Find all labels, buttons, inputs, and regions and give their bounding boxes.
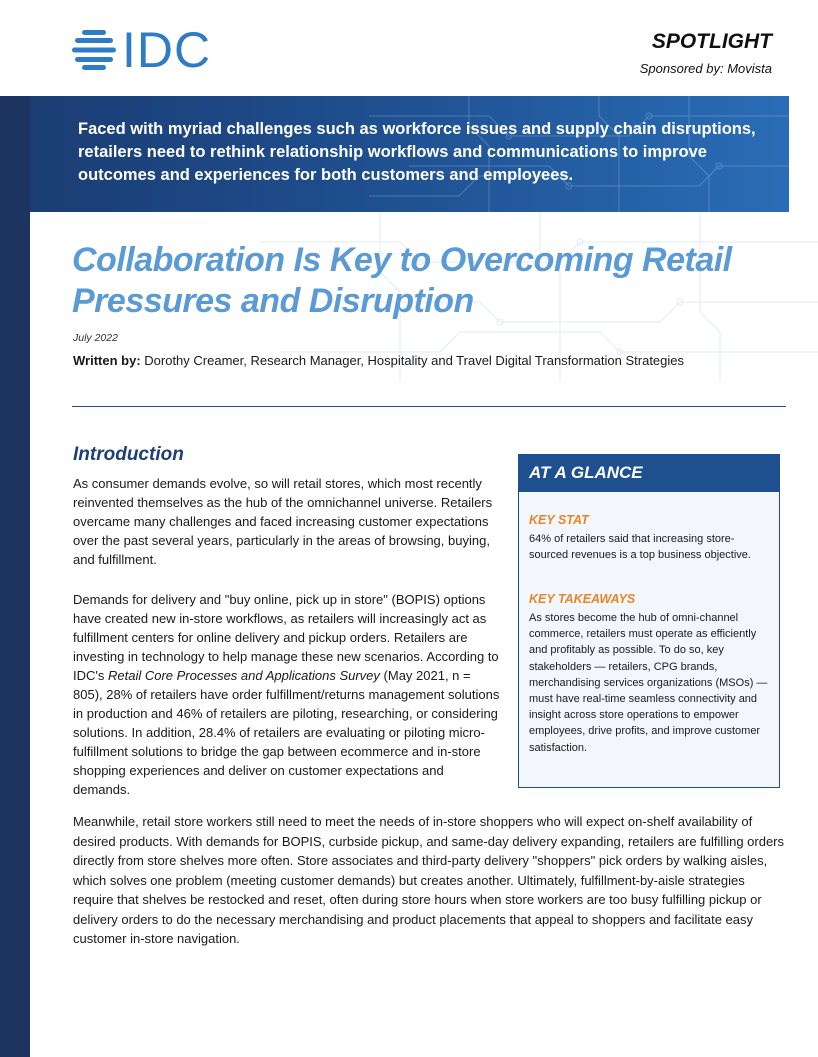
key-takeaways-label: KEY TAKEAWAYS bbox=[529, 592, 636, 606]
idc-logo bbox=[72, 22, 212, 78]
summary-banner bbox=[30, 96, 789, 212]
key-stat-label: KEY STAT bbox=[529, 513, 589, 527]
globe-icon bbox=[72, 28, 116, 72]
logo-text: IDC bbox=[122, 22, 212, 78]
byline-label: Written by: bbox=[73, 353, 141, 368]
publication-date: July 2022 bbox=[73, 332, 118, 344]
byline bbox=[73, 353, 684, 368]
divider bbox=[72, 406, 786, 407]
intro-paragraph-2-start: Demands for delivery and "buy online, pick up in store" (BOPIS) options have created new in-store workflows, as retailers will increasingly act as fulfillment centers for online delivery and pickup orders. Retailers are investing in technology to help manage these new scenarios. According to IDC's bbox=[73, 592, 499, 683]
spotlight-label: SPOTLIGHT bbox=[651, 30, 772, 53]
section-heading-introduction: Introduction bbox=[73, 444, 184, 465]
at-a-glance-heading: AT A GLANCE bbox=[519, 455, 779, 492]
left-accent-band bbox=[0, 96, 30, 1057]
key-takeaways-text: As stores become the hub of omni-channel commerce, retailers must operate as efficiently and profitably as possible. To do so, key stakeholders — retailers, CPG brands, merchandising services organizations (MSOs) — must have real-time seamless connectivity and insight across store operations to empower employees, drive profits, and improve customer satisfaction. bbox=[529, 612, 768, 754]
sponsor-line: Sponsored by: Movista bbox=[639, 61, 772, 76]
intro-paragraph-2-end: (May 2021, n = 805), 28% of retailers have order fulfillment/returns management solutions in production and 46% of retailers are piloting, researching, or considering solutions. In addition, 28.4% of retailers are evaluating or piloting micro-fulfillment solutions to bridge the gap between ecommerce and in-store shopping experiences and deliver on customer expectations and demands. bbox=[73, 668, 500, 797]
intro-paragraph-1: As consumer demands evolve, so will retail stores, which most recently reinvented themselves as the hub of the omnichannel universe. Retailers overcame many challenges and faced increasing customer expectations over the past several years, particularly in the areas of browsing, buying, and fulfillment. bbox=[73, 476, 493, 567]
key-stat-text: 64% of retailers said that increasing store-sourced revenues is a top business objective. bbox=[529, 533, 751, 562]
survey-title: Retail Core Processes and Applications Survey bbox=[107, 668, 380, 683]
intro-paragraph-2 bbox=[73, 590, 503, 799]
at-a-glance-box bbox=[518, 454, 780, 788]
byline-author: Dorothy Creamer, Research Manager, Hospitality and Travel Digital Transformation Strategies bbox=[140, 353, 685, 368]
intro-paragraph-3: Meanwhile, retail store workers still need to meet the needs of in-store shoppers who will expect on-shelf availability of desired products. With demands for BOPIS, curbside pickup, and same-day delivery expanding, retailers are fulfilling orders directly from store shelves more often. Store associates and third-party delivery "shoppers" pick orders by walking aisles, which solves one problem (meeting customer demands) but creates another. Ultimately, fulfillment-by-aisle strategies require that shelves be restocked and reset, often during store hours when store workers are too busy fulfilling pickup or delivery orders to do the necessary merchandising and product placements that appeal to shoppers and facilitate easy customer in-store navigation. bbox=[73, 814, 785, 946]
banner-summary-text: Faced with myriad challenges such as workforce issues and supply chain disruptions, retailers need to rethink relationship workflows and communications to improve outcomes and experiences for both customers and employees. bbox=[78, 120, 756, 184]
page-title: Collaboration Is Key to Overcoming Retail Pressures and Disruption bbox=[72, 241, 732, 320]
